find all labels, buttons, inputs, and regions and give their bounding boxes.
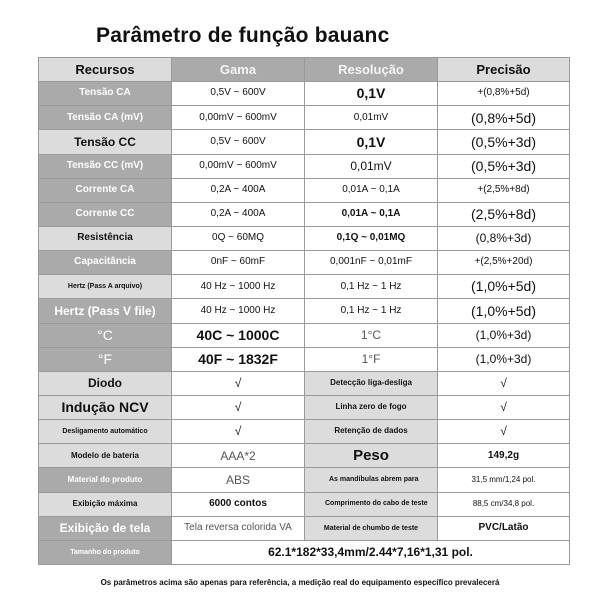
feature-cell: Modelo de bateria	[39, 444, 172, 468]
header-cell: Resolução	[305, 58, 438, 82]
range-cell: AAA*2	[172, 444, 305, 468]
size-cell: 62.1*182*33,4mm/2.44*7,16*1,31 pol.	[172, 540, 570, 564]
feature-cell: Corrente CA	[39, 178, 172, 202]
footer-note: Os parâmetros acima são apenas para referência, a medição real do equipamento específico prevalecerá	[100, 578, 500, 587]
feature-cell: Indução NCV	[39, 395, 172, 419]
feature-cell: °C	[39, 323, 172, 347]
feature-cell: Resistência	[39, 226, 172, 250]
range-cell: 0,00mV ~ 600mV	[172, 106, 305, 130]
accuracy-cell: +(0,8%+5d)	[438, 82, 570, 106]
resolution-cell: 0,01mV	[305, 106, 438, 130]
range-cell: 6000 contos	[172, 492, 305, 516]
resolution-cell: 1°C	[305, 323, 438, 347]
resolution-cell: Comprimento do cabo de teste	[305, 492, 438, 516]
feature-cell: Tamanho do produto	[39, 540, 172, 564]
resolution-cell: 0,01mV	[305, 154, 438, 178]
table-row	[39, 154, 570, 178]
accuracy-cell: (1,0%+3d)	[438, 347, 570, 371]
range-cell: 0,2A ~ 400A	[172, 202, 305, 226]
resolution-cell: Detecção liga-desliga	[305, 371, 438, 395]
range-cell: 40F ~ 1832F	[172, 347, 305, 371]
range-cell: √	[172, 371, 305, 395]
feature-cell: Tensão CA (mV)	[39, 106, 172, 130]
feature-cell: Capacitância	[39, 251, 172, 275]
range-cell: 0,5V ~ 600V	[172, 82, 305, 106]
range-cell: 0,00mV ~ 600mV	[172, 154, 305, 178]
table-row	[39, 347, 570, 371]
feature-cell: Hertz (Pass A arquivo)	[39, 275, 172, 299]
accuracy-cell: (1,0%+5d)	[438, 275, 570, 299]
table-header-row	[39, 58, 570, 82]
table-row	[39, 420, 570, 444]
header-cell: Recursos	[39, 58, 172, 82]
resolution-cell: 0,1V	[305, 130, 438, 154]
accuracy-cell: √	[438, 395, 570, 419]
table-row	[39, 226, 570, 250]
header-cell: Precisão	[438, 58, 570, 82]
header-cell: Gama	[172, 58, 305, 82]
resolution-cell: Linha zero de fogo	[305, 395, 438, 419]
accuracy-cell: (0,5%+3d)	[438, 154, 570, 178]
range-cell: 0nF ~ 60mF	[172, 251, 305, 275]
table-row	[39, 323, 570, 347]
resolution-cell: As mandíbulas abrem para	[305, 468, 438, 492]
range-cell: 40 Hz ~ 1000 Hz	[172, 299, 305, 323]
table-row	[39, 82, 570, 106]
range-cell: 0,5V ~ 600V	[172, 130, 305, 154]
table-row	[39, 371, 570, 395]
resolution-cell: 1°F	[305, 347, 438, 371]
feature-cell: Exibição de tela	[39, 516, 172, 540]
page-title: Parâmetro de função bauanc	[96, 24, 390, 47]
resolution-cell: Material de chumbo de teste	[305, 516, 438, 540]
feature-cell: Hertz (Pass V file)	[39, 299, 172, 323]
resolution-cell: Peso	[305, 444, 438, 468]
range-cell: 0,2A ~ 400A	[172, 178, 305, 202]
table-row	[39, 468, 570, 492]
feature-cell: Desligamento automático	[39, 420, 172, 444]
table-row	[39, 130, 570, 154]
resolution-cell: 0,1Q ~ 0,01MQ	[305, 226, 438, 250]
accuracy-cell: (0,5%+3d)	[438, 130, 570, 154]
table-row	[39, 178, 570, 202]
table-row	[39, 275, 570, 299]
feature-cell: Tensão CC (mV)	[39, 154, 172, 178]
feature-cell: Diodo	[39, 371, 172, 395]
resolution-cell: 0,1V	[305, 82, 438, 106]
accuracy-cell: +(2,5%+20d)	[438, 251, 570, 275]
accuracy-cell: PVC/Latão	[438, 516, 570, 540]
table-row	[39, 444, 570, 468]
range-cell: ABS	[172, 468, 305, 492]
range-cell: 0Q ~ 60MQ	[172, 226, 305, 250]
table-row	[39, 492, 570, 516]
range-cell: 40 Hz ~ 1000 Hz	[172, 275, 305, 299]
accuracy-cell: (0,8%+5d)	[438, 106, 570, 130]
resolution-cell: 0,1 Hz ~ 1 Hz	[305, 275, 438, 299]
feature-cell: Corrente CC	[39, 202, 172, 226]
accuracy-cell: √	[438, 371, 570, 395]
table-row	[39, 516, 570, 540]
range-cell: √	[172, 395, 305, 419]
accuracy-cell: 88,5 cm/34,8 pol.	[438, 492, 570, 516]
feature-cell: Tensão CC	[39, 130, 172, 154]
spec-table	[38, 57, 570, 565]
resolution-cell: Retenção de dados	[305, 420, 438, 444]
feature-cell: Tensão CA	[39, 82, 172, 106]
accuracy-cell: (1,0%+3d)	[438, 323, 570, 347]
table-row	[39, 540, 570, 564]
table-row	[39, 251, 570, 275]
resolution-cell: 0,001nF ~ 0,01mF	[305, 251, 438, 275]
range-cell: 40C ~ 1000C	[172, 323, 305, 347]
resolution-cell: 0,1 Hz ~ 1 Hz	[305, 299, 438, 323]
resolution-cell: 0,01A ~ 0,1A	[305, 202, 438, 226]
accuracy-cell: √	[438, 420, 570, 444]
accuracy-cell: 149,2g	[438, 444, 570, 468]
table-row	[39, 299, 570, 323]
feature-cell: Material do produto	[39, 468, 172, 492]
range-cell: Tela reversa colorida VA	[172, 516, 305, 540]
feature-cell: °F	[39, 347, 172, 371]
feature-cell: Exibição máxima	[39, 492, 172, 516]
accuracy-cell: (0,8%+3d)	[438, 226, 570, 250]
accuracy-cell: (2,5%+8d)	[438, 202, 570, 226]
table-row	[39, 395, 570, 419]
resolution-cell: 0,01A ~ 0,1A	[305, 178, 438, 202]
table-row	[39, 106, 570, 130]
accuracy-cell: 31,5 mm/1,24 pol.	[438, 468, 570, 492]
range-cell: √	[172, 420, 305, 444]
accuracy-cell: (1,0%+5d)	[438, 299, 570, 323]
accuracy-cell: +(2,5%+8d)	[438, 178, 570, 202]
table-row	[39, 202, 570, 226]
